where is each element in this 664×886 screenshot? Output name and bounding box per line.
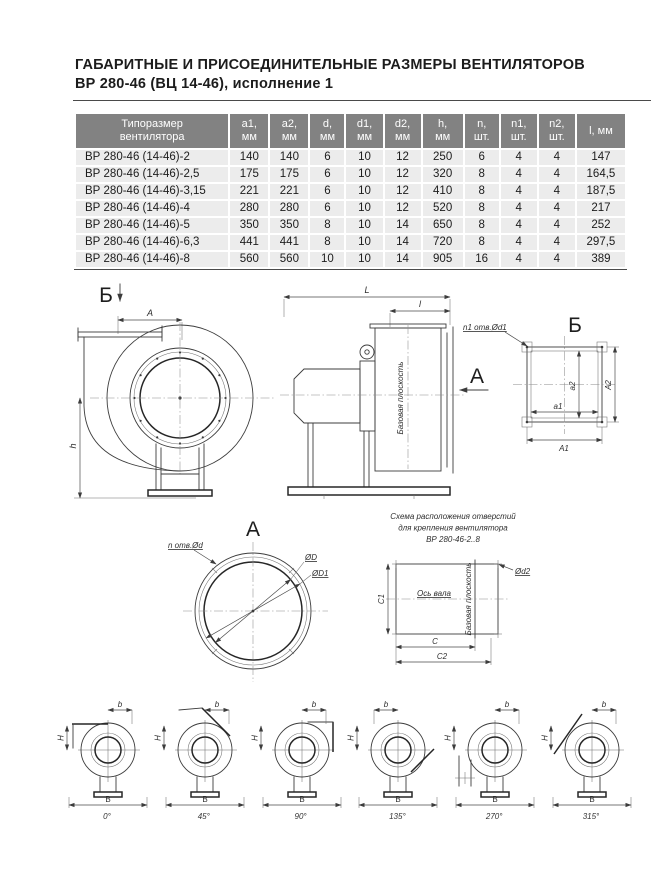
- cell: 410: [423, 184, 463, 199]
- cell: 4: [539, 150, 575, 165]
- dim-L-label: L: [364, 285, 370, 295]
- shaft-axis-label: Ось вала: [417, 589, 451, 598]
- fan-type: ВР 280-46 (14-46)-2: [76, 150, 228, 165]
- cell: 140: [230, 150, 268, 165]
- fan-schematic-270deg: [443, 698, 541, 810]
- table-row: [76, 218, 625, 233]
- cell: 10: [346, 167, 382, 182]
- cell: 389: [577, 252, 625, 267]
- cell: 12: [385, 201, 421, 216]
- orientation-diagram-0: [56, 698, 154, 821]
- angle-label: 0°: [103, 812, 111, 821]
- dim-B-label: В: [395, 795, 402, 804]
- cell: 441: [270, 235, 308, 250]
- cell: 221: [270, 184, 308, 199]
- page-title: [75, 56, 635, 94]
- angle-label: 270°: [485, 812, 503, 821]
- scheme-caption-line2: для крепления вентилятора: [398, 523, 508, 533]
- dim-b-label: b: [311, 700, 316, 709]
- column-header-d1: d1, мм: [346, 114, 382, 148]
- cell: 560: [270, 252, 308, 267]
- cell: 280: [270, 201, 308, 216]
- dim-h-label: h: [68, 443, 78, 449]
- orientation-diagram-135: [346, 698, 444, 821]
- cell: 10: [346, 184, 382, 199]
- cell: 4: [539, 235, 575, 250]
- orientation-diagram-90: [250, 698, 348, 821]
- title-divider: [73, 100, 651, 101]
- dim-b-label: b: [504, 700, 510, 709]
- cell: 10: [346, 150, 382, 165]
- fan-schematic-315deg: [540, 698, 638, 810]
- table-row: [76, 184, 625, 199]
- table-row: [76, 252, 625, 267]
- inlet-holes-label: n отв.Ød: [168, 541, 203, 550]
- dim-l-label: l: [419, 299, 421, 309]
- cell: 8: [465, 184, 499, 199]
- cell: 8: [465, 201, 499, 216]
- dimensions-table-wrap: [74, 112, 627, 270]
- cell: 10: [346, 201, 382, 216]
- dim-b-label: b: [384, 700, 389, 709]
- cell: 16: [465, 252, 499, 267]
- cell: 4: [501, 167, 537, 182]
- cell: 12: [385, 184, 421, 199]
- cell: 8: [310, 235, 344, 250]
- fan-type: ВР 280-46 (14-46)-2,5: [76, 167, 228, 182]
- dim-H-label: Н: [153, 735, 163, 741]
- fan-type: ВР 280-46 (14-46)-4: [76, 201, 228, 216]
- cell: 175: [270, 167, 308, 182]
- cell: 6: [310, 150, 344, 165]
- dim-D1-label: ØD1: [312, 569, 329, 578]
- cell: 720: [423, 235, 463, 250]
- cell: 8: [465, 218, 499, 233]
- scheme-caption-line1: Схема расположения отверстий: [390, 512, 516, 521]
- fan-schematic-0deg: [56, 698, 154, 810]
- cell: 905: [423, 252, 463, 267]
- header-row: [76, 114, 625, 148]
- fan-schematic-135deg: [346, 698, 444, 810]
- cell: 221: [230, 184, 268, 199]
- table-row: [76, 235, 625, 250]
- cell: 650: [423, 218, 463, 233]
- cell: 8: [465, 235, 499, 250]
- dim-A1-label: А1: [559, 444, 569, 453]
- cell: 4: [539, 167, 575, 182]
- dim-A2-label: А2: [604, 380, 613, 390]
- cell: 560: [230, 252, 268, 267]
- fan-type: ВР 280-46 (14-46)-8: [76, 252, 228, 267]
- cell: 6: [310, 201, 344, 216]
- cell: 10: [346, 235, 382, 250]
- angle-label: 135°: [389, 812, 406, 821]
- cell: 4: [539, 184, 575, 199]
- cell: 175: [230, 167, 268, 182]
- dim-b-label: b: [117, 700, 123, 709]
- dim-b-label: b: [601, 700, 607, 709]
- cell: 350: [230, 218, 268, 233]
- fan-schematic-90deg: [250, 698, 348, 810]
- fan-type: ВР 280-46 (14-46)-6,3: [76, 235, 228, 250]
- base-plane-label: Базовая плоскость: [396, 361, 405, 435]
- orientation-diagram-270: [443, 698, 541, 821]
- dim-H-label: Н: [540, 735, 550, 741]
- dim-H-label: Н: [250, 735, 260, 741]
- section-label-b: Б: [99, 284, 113, 307]
- cell: 4: [501, 150, 537, 165]
- column-header-a2: a2, мм: [270, 114, 308, 148]
- cell: 8: [310, 218, 344, 233]
- cell: 280: [230, 201, 268, 216]
- cell: 14: [385, 252, 421, 267]
- cell: 14: [385, 235, 421, 250]
- cell: 10: [346, 218, 382, 233]
- column-header-l: l, мм: [577, 114, 625, 148]
- table-row: [76, 150, 625, 165]
- orientation-diagram-315: [540, 698, 638, 821]
- fan-schematic-45deg: [153, 698, 251, 810]
- cell: 250: [423, 150, 463, 165]
- dimensions-table: [74, 112, 627, 269]
- page-title-line2: ВР 280-46 (ВЦ 14-46), исполнение 1: [75, 76, 334, 92]
- cell: 14: [385, 218, 421, 233]
- table-row: [76, 167, 625, 182]
- cell: 520: [423, 201, 463, 216]
- column-header-n2: n2, шт.: [539, 114, 575, 148]
- cell: 4: [501, 252, 537, 267]
- cell: 140: [270, 150, 308, 165]
- mounting-holes-scheme: [378, 505, 613, 700]
- cell: 12: [385, 167, 421, 182]
- scheme-caption-line3: ВР 280-46-2..8: [426, 535, 480, 544]
- dim-B-label: В: [202, 795, 208, 804]
- dim-a-label: А: [146, 308, 154, 318]
- column-header-type: Типоразмер вентилятора: [76, 114, 228, 148]
- column-header-n1: n1, шт.: [501, 114, 537, 148]
- dim-H-label: Н: [346, 735, 356, 741]
- cell: 4: [501, 184, 537, 199]
- cell: 6: [465, 150, 499, 165]
- cell: 10: [346, 252, 382, 267]
- column-header-d2: d2, мм: [385, 114, 421, 148]
- table-row: [76, 201, 625, 216]
- inlet-view-title: А: [245, 518, 261, 541]
- angle-label: 90°: [294, 812, 307, 821]
- inlet-view-drawing: [158, 510, 390, 700]
- dim-b-label: b: [214, 700, 220, 709]
- column-header-d: d, мм: [310, 114, 344, 148]
- cell: 12: [385, 150, 421, 165]
- cell: 4: [539, 252, 575, 267]
- cell: 297,5: [577, 235, 625, 250]
- flange-view-title: Б: [568, 314, 582, 337]
- angle-label: 315°: [582, 812, 600, 821]
- angle-label: 45°: [197, 812, 210, 821]
- dim-C2-label: С2: [436, 652, 448, 661]
- cell: 187,5: [577, 184, 625, 199]
- cell: 4: [501, 201, 537, 216]
- dim-D-label: ØD: [305, 553, 317, 562]
- scheme-base-plane-label: Базовая плоскость: [464, 562, 473, 636]
- dim-a1-label: а1: [553, 402, 563, 411]
- column-header-h: h, мм: [423, 114, 463, 148]
- cell: 4: [539, 218, 575, 233]
- cell: 147: [577, 150, 625, 165]
- cell: 4: [501, 218, 537, 233]
- flange-holes-label: n1 отв.Ød1: [463, 323, 507, 332]
- cell: 4: [539, 201, 575, 216]
- column-header-a1: a1, мм: [230, 114, 268, 148]
- cell: 441: [230, 235, 268, 250]
- cell: 217: [577, 201, 625, 216]
- cell: 8: [465, 167, 499, 182]
- cell: 4: [501, 235, 537, 250]
- fan-type: ВР 280-46 (14-46)-5: [76, 218, 228, 233]
- dim-B-label: В: [298, 795, 305, 804]
- dim-C-label: С: [432, 637, 438, 646]
- dim-H-label: Н: [56, 735, 66, 741]
- dim-H-label: Н: [443, 735, 453, 741]
- orientation-diagram-45: [153, 698, 251, 821]
- cell: 252: [577, 218, 625, 233]
- dim-B-label: В: [492, 795, 498, 804]
- cell: 10: [310, 252, 344, 267]
- dim-a2-label: а2: [568, 381, 577, 391]
- cell: 6: [310, 184, 344, 199]
- cell: 320: [423, 167, 463, 182]
- column-header-n: n, шт.: [465, 114, 499, 148]
- front-view-drawing: [68, 276, 280, 508]
- cell: 6: [310, 167, 344, 182]
- view-label-a: А: [469, 365, 485, 388]
- page-title-line1: ГАБАРИТНЫЕ И ПРИСОЕДИНИТЕЛЬНЫЕ РАЗМЕРЫ ВЕНТИЛЯТОРОВ: [75, 57, 585, 73]
- dim-d2-label: Ød2: [515, 567, 531, 576]
- fan-type: ВР 280-46 (14-46)-3,15: [76, 184, 228, 199]
- orientation-row: [56, 698, 638, 821]
- flange-view-drawing: [455, 298, 655, 463]
- cell: 350: [270, 218, 308, 233]
- dim-B-label: В: [105, 795, 111, 804]
- dim-C1-label: С1: [377, 593, 386, 605]
- dim-B-label: В: [589, 795, 595, 804]
- cell: 164,5: [577, 167, 625, 182]
